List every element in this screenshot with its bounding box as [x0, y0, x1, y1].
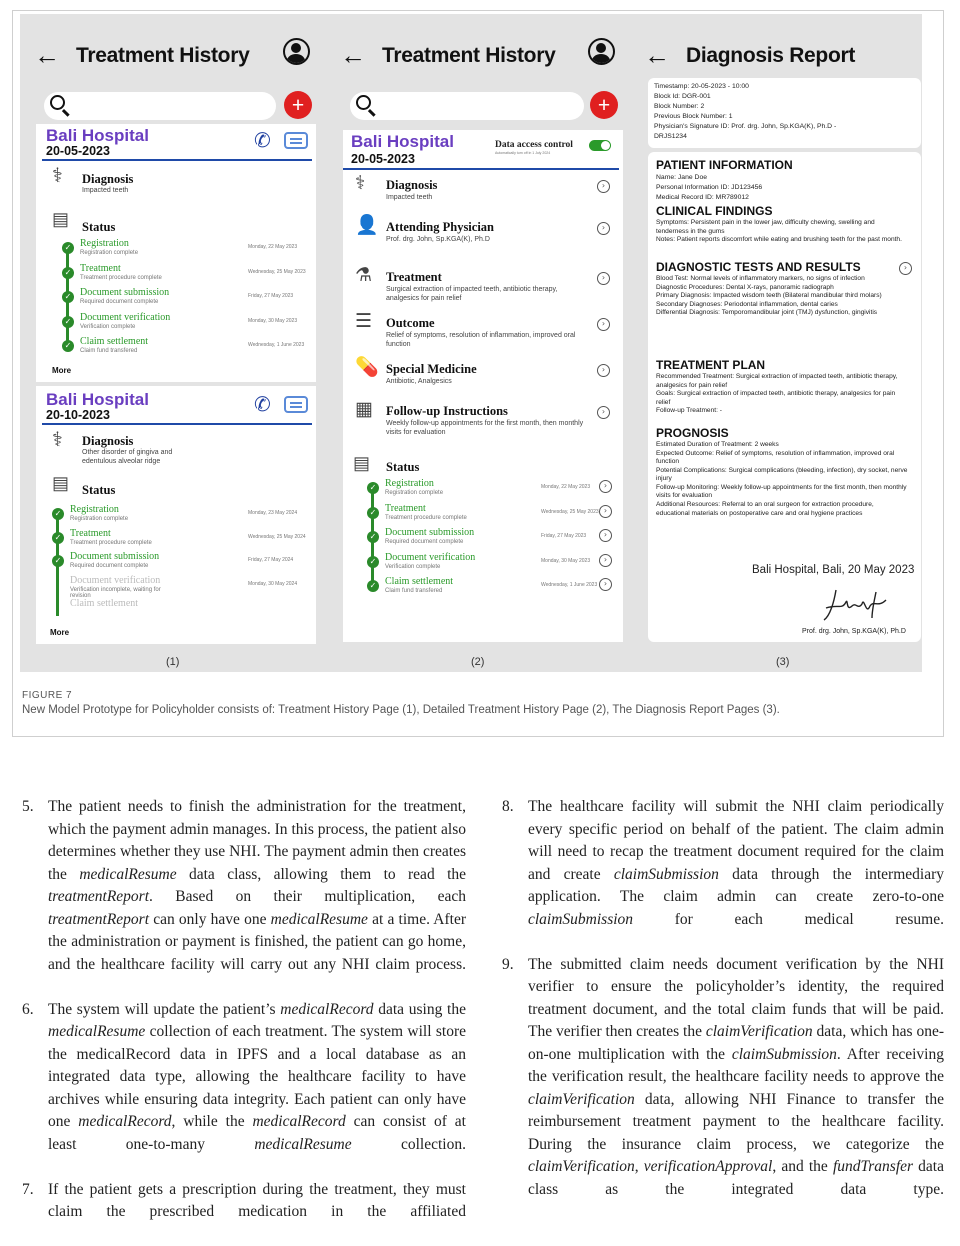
paragraph-text: If the patient gets a prescription during the treatment, they must claim the prescribed medication in the affiliated [48, 1179, 466, 1246]
chevron-right-icon[interactable]: › [599, 529, 612, 542]
status-step-date: Monday, 30 May 2023 [541, 558, 590, 564]
treatment-plan: Recommended Treatment: Surgical extraction of impacted teeth, antibiotic therapy, analgesics for pain relief Goals: Surgical extraction of impacted teeth, antibiotic therapy, analgesics for pain relief Follow-up Treatment: - [656, 373, 908, 416]
status-step-name: Document submission [385, 527, 474, 538]
check-icon: ✓ [367, 580, 379, 592]
data-access-sub: Automatically turn off in 1 July 2024 [495, 151, 550, 155]
section-label: Diagnosis [386, 178, 437, 193]
status-step-desc: Claim fund transfered [385, 588, 485, 594]
chevron-right-icon[interactable]: › [597, 180, 610, 193]
card-divider [343, 168, 619, 170]
check-icon: ✓ [367, 556, 379, 568]
status-step-name: Document submission [80, 287, 169, 298]
patient-heading: PATIENT INFORMATION [656, 158, 793, 172]
check-icon: ✓ [62, 291, 74, 303]
prognosis-heading: PROGNOSIS [656, 426, 729, 440]
section-detail: Impacted teeth [386, 194, 586, 203]
status-step-desc: Verification incomplete, waiting for revision [70, 587, 170, 599]
paragraph-text: The healthcare facility will submit the NHI claim periodically every specific period on behalf of the patient. The claim admin will need to recap the treatment document required for the claim and create claimSubmission data through the intermediary application. The claim admin can create zero-to-one claimSubmission for each medical resume. [528, 796, 944, 954]
pill-icon: 💊 [355, 358, 379, 377]
block-info-line: Previous Block Number: 1 [654, 112, 836, 122]
section-detail: Surgical extraction of impacted teeth, antibiotic therapy, analgesics for pain relief [386, 286, 586, 304]
status-step-desc: Registration complete [80, 250, 180, 256]
paragraph-number: 5. [22, 796, 34, 819]
data-access-toggle[interactable] [589, 140, 611, 151]
patient-info-line: Name: Jane Doe [656, 173, 762, 183]
status-label: Status [386, 460, 419, 475]
clinical-heading: CLINICAL FINDINGS [656, 204, 772, 218]
check-icon: ✓ [367, 482, 379, 494]
treatment-card-2[interactable] [36, 386, 316, 644]
paragraph-text: The patient needs to finish the administration for the treatment, which the payment admin manages. In this process, the patient also determines whether they use NHI. The payment admin then creates the medicalResume data class, allowing them to read the treatmentReport. Based on their multiplication, each treatmentReport can only have one medicalResume at a time. After the administration or payment is finished, the patient can go home, and the healthcare facility will carry out any NHI claim process. [48, 796, 466, 999]
screen1-header [34, 40, 249, 71]
block-info-line: Timestamp: 20-05-2023 - 10:00 [654, 82, 836, 92]
section-label: Follow-up Instructions [386, 404, 508, 419]
chevron-right-icon[interactable]: › [599, 505, 612, 518]
status-step-name: Treatment [70, 528, 111, 539]
treatment-card-1[interactable] [36, 124, 316, 382]
phone-icon[interactable]: ✆ [254, 130, 271, 150]
screen1-title: Treatment History [76, 44, 249, 68]
insurance-card-icon: ▤ [353, 454, 370, 472]
search-input[interactable] [350, 92, 584, 120]
status-label: Status [82, 220, 115, 235]
screen3-header [644, 40, 855, 71]
chevron-right-icon[interactable]: › [597, 272, 610, 285]
check-icon: ✓ [62, 340, 74, 352]
hospital-name: Bali Hospital [46, 126, 149, 146]
status-step-desc: Treatment procedure complete [385, 515, 485, 521]
status-step-desc: Verification complete [80, 324, 180, 330]
more-link[interactable]: More [52, 366, 71, 375]
phone-icon[interactable]: ✆ [254, 394, 271, 414]
hospital-name: Bali Hospital [46, 390, 149, 410]
body-column-left [22, 796, 466, 1246]
chevron-right-icon[interactable]: › [899, 262, 912, 275]
status-step-name: Claim settlement [385, 576, 453, 587]
screen2-title: Treatment History [382, 44, 555, 68]
instructions-icon: ▦ [355, 400, 373, 419]
stethoscope-icon: ⚕ [52, 166, 63, 186]
numbered-paragraph [502, 796, 944, 954]
section-label: Outcome [386, 316, 435, 331]
diagnosis-detail: Impacted teeth [82, 187, 128, 196]
chevron-right-icon[interactable]: › [597, 222, 610, 235]
status-step-date: Wednesday, 1 June 2023 [248, 342, 304, 348]
paragraph-number: 6. [22, 999, 34, 1022]
stethoscope-icon: ⚕ [52, 430, 63, 450]
check-icon: ✓ [62, 242, 74, 254]
status-step-date: Wednesday, 25 May 2023 [248, 269, 306, 275]
chevron-right-icon[interactable]: › [597, 406, 610, 419]
status-step-date: Wednesday, 25 May 2023 [541, 509, 599, 515]
paragraph-text: The system will update the patient’s medicalRecord data using the medicalResume collection of each treatment. The system will store the medicalRecord data in IPFS and a local database as an integrated data type, allowing the healthcare facility to have archives while ensuring data integrity. Each patient can only have one medicalRecord, while the medicalRecord can consist of at least one-to-many medicalResume collection. [48, 999, 466, 1179]
section-detail: Prof. drg. John, Sp.KGA(K), Ph.D [386, 236, 586, 245]
diagnostic-results: Blood Test: Normal levels of inflammatory markers, no signs of infection Diagnostic Procedures: Dental X-rays, panoramic radiograph Primary Diagnosis: Impacted wisdom teeth (Bilateral mandibular third molars) Secondary Diagnoses: Periodontal inflammation, dental caries Differential Diagnosis: Temporomandibular joint (TMJ) dysfunction, gingivitis [656, 275, 908, 318]
clinical-findings: Symptoms: Persistent pain in the lower jaw, difficulty chewing, swelling and tenderness in the gums Notes: Patient reports discomfort while eating and brushing teeth for the past month. [656, 219, 908, 245]
status-step-name: Document verification [385, 552, 475, 563]
signer-name: Prof. drg. John, Sp.KGA(K), Ph.D [802, 628, 906, 635]
profile-avatar-icon[interactable] [588, 38, 615, 65]
check-icon: ✓ [52, 532, 64, 544]
chat-icon[interactable] [284, 396, 308, 413]
more-link[interactable]: More [50, 628, 69, 637]
insurance-card-icon: ▤ [52, 474, 69, 492]
status-step-date: Friday, 27 May 2023 [541, 533, 586, 539]
status-step-date: Monday, 30 May 2023 [248, 318, 297, 324]
section-label: Attending Physician [386, 220, 494, 235]
section-label: Special Medicine [386, 362, 477, 377]
status-step-date: Monday, 22 May 2023 [541, 484, 590, 490]
paragraph-number: 9. [502, 954, 514, 977]
check-icon: ✓ [52, 508, 64, 520]
section-label: Treatment [386, 270, 442, 285]
paragraph-number: 8. [502, 796, 514, 819]
screen3-title: Diagnosis Report [686, 44, 855, 68]
physician-icon: 👤 [355, 216, 379, 235]
chevron-right-icon[interactable]: › [599, 480, 612, 493]
status-step-date: Wednesday, 1 June 2023 [541, 582, 597, 588]
check-icon: ✓ [367, 531, 379, 543]
status-step-desc: Verification complete [385, 564, 485, 570]
block-info-card [648, 78, 921, 148]
chevron-right-icon[interactable]: › [597, 364, 610, 377]
treatment-date: 20-05-2023 [351, 152, 415, 166]
insurance-card-icon: ▤ [52, 210, 69, 228]
block-info-line: Block Id: DGR-001 [654, 92, 836, 102]
chat-icon[interactable] [284, 132, 308, 149]
hospital-name: Bali Hospital [351, 132, 454, 152]
profile-avatar-icon[interactable] [283, 38, 310, 65]
patient-info-line: Personal Information ID: JD123456 [656, 183, 762, 193]
figure-label: FIGURE 7 [22, 690, 72, 701]
data-access-label: Data access control [495, 140, 573, 150]
check-icon: ✓ [62, 316, 74, 328]
back-arrow-icon[interactable]: ← [34, 40, 60, 71]
status-label: Status [82, 483, 115, 498]
add-button[interactable]: + [284, 91, 312, 119]
status-step-name: Registration [385, 478, 434, 489]
status-step-name: Registration [80, 238, 129, 249]
status-step-name: Treatment [80, 263, 121, 274]
check-icon: ✓ [367, 507, 379, 519]
back-arrow-icon[interactable]: ← [644, 40, 670, 71]
card-divider [42, 423, 312, 425]
numbered-paragraph [22, 1179, 466, 1246]
status-step-desc: Treatment procedure complete [80, 275, 180, 281]
diagnosis-label: Diagnosis [82, 172, 133, 187]
paragraph-number: 7. [22, 1179, 34, 1202]
numbered-paragraph [22, 796, 466, 999]
status-step-name: Document submission [70, 551, 159, 562]
diag-heading: DIAGNOSTIC TESTS AND RESULTS [656, 260, 861, 274]
diagnosis-detail: Other disorder of gingiva and edentulous alveolar ridge [82, 449, 192, 467]
status-step-date: Monday, 30 May 2024 [248, 581, 297, 587]
paragraph-text: The submitted claim needs document verification by the NHI verifier to ensure the policyholder’s identity, the required treatment document, and the total claim funds that will be paid. The verifier then creates the claimVerification data, which has one-on-one multiplication with the claimSubmission. After receiving the verification result, the healthcare facility needs to approve the claimVerification data, allowing NHI Finance to transfer the reimbursement treatment payment to the healthcare facility. During the insurance claim process, we categorize the claimVerification, verificationApproval, and the fundTransfer data class as the integrated data type. [528, 954, 944, 1224]
status-step-name: Document verification [80, 312, 170, 323]
status-step-name: Treatment [385, 503, 426, 514]
treatment-date: 20-05-2023 [46, 144, 110, 158]
search-icon [356, 95, 371, 110]
check-icon: ✓ [52, 555, 64, 567]
status-step-desc: Required document complete [70, 563, 170, 569]
patient-info-line: Medical Record ID: MR789012 [656, 193, 762, 203]
panel-label-2: (2) [471, 656, 484, 668]
section-detail: Antibiotic, Analgesics [386, 378, 586, 387]
status-step-name: Claim settlement [70, 598, 138, 609]
status-step-name: Claim settlement [80, 336, 148, 347]
stethoscope-icon: ⚕ [355, 174, 365, 193]
status-step-desc: Registration complete [385, 490, 485, 496]
status-step-date: Monday, 22 May 2023 [248, 244, 297, 250]
status-step-desc: Registration complete [70, 516, 170, 522]
search-icon [50, 95, 65, 110]
block-info-line: Physician's Signature ID: Prof. drg. John, Sp.KGA(K), Ph.D - [654, 122, 836, 132]
card-divider [42, 159, 312, 161]
chevron-right-icon[interactable]: › [599, 554, 612, 567]
detail-card [343, 130, 623, 642]
status-step-date: Friday, 27 May 2024 [248, 557, 293, 563]
section-detail: Relief of symptoms, resolution of inflammation, improved oral function [386, 332, 586, 350]
screen2-header [340, 40, 555, 71]
place-date: Bali Hospital, Bali, 20 May 2023 [752, 564, 914, 576]
clipboard-icon: ☰ [355, 312, 372, 331]
status-step-desc: Treatment procedure complete [70, 540, 170, 546]
status-step-name: Registration [70, 504, 119, 515]
report-card [648, 152, 921, 642]
chevron-right-icon[interactable]: › [599, 578, 612, 591]
panel-label-1: (1) [166, 656, 179, 668]
section-detail: Weekly follow-up appointments for the first month, then monthly visits for evaluation [386, 420, 586, 438]
status-step-desc: Required document complete [80, 299, 180, 305]
chevron-right-icon[interactable]: › [597, 318, 610, 331]
status-step-date: Monday, 23 May 2024 [248, 510, 297, 516]
search-input[interactable] [44, 92, 276, 120]
block-info-line: Block Number: 2 [654, 102, 836, 112]
treatment-date: 20-10-2023 [46, 408, 110, 422]
status-step-desc: Claim fund transfered [80, 348, 180, 354]
numbered-paragraph [22, 999, 466, 1179]
figure-caption: New Model Prototype for Policyholder consists of: Treatment History Page (1), Detailed Treatment History Page (2), The Diagnosis Report Pages (3). [22, 704, 780, 716]
panel-label-3: (3) [776, 656, 789, 668]
plan-heading: TREATMENT PLAN [656, 358, 765, 372]
status-step-date: Wednesday, 25 May 2024 [248, 534, 306, 540]
signature-image [816, 582, 916, 630]
check-icon: ✓ [62, 267, 74, 279]
back-arrow-icon[interactable]: ← [340, 40, 366, 71]
block-info-line: DRJS1234 [654, 132, 836, 142]
prognosis: Estimated Duration of Treatment: 2 weeks Expected Outcome: Relief of symptoms, resolution of inflammation, improved oral function Potential Complications: Surgical complications (bleeding, infection), dry socket, nerve injury Follow-up Monitoring: Weekly follow-up appointments for the first month, then monthly visits for evaluation Additional Resources: Referral to an oral surgeon for extraction procedure, educational materials on postoperative care and oral hygiene practices [656, 441, 908, 518]
status-step-name: Document verification [70, 575, 160, 586]
status-step-date: Friday, 27 May 2023 [248, 293, 293, 299]
status-step-desc: Required document complete [385, 539, 485, 545]
diagnosis-label: Diagnosis [82, 434, 133, 449]
add-button[interactable]: + [590, 91, 618, 119]
numbered-paragraph [502, 954, 944, 1224]
treatment-icon: ⚗ [355, 266, 372, 285]
body-column-right [502, 796, 944, 1224]
